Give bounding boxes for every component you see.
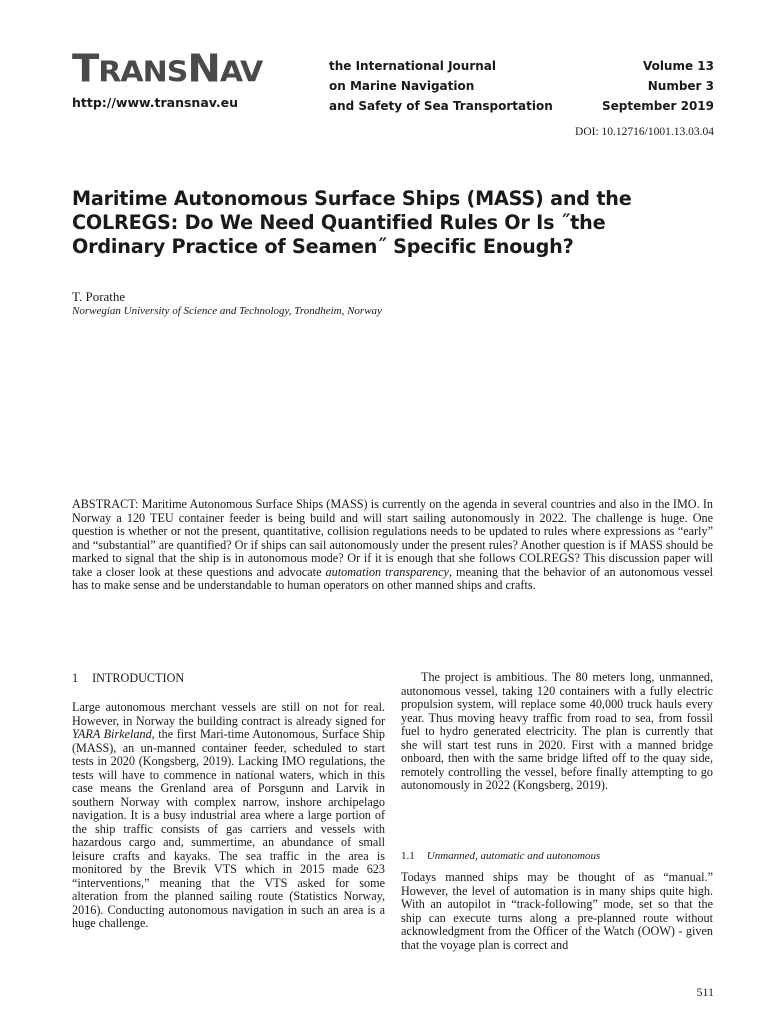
journal-name [329, 56, 553, 116]
right-column [401, 671, 713, 793]
page-number: 511 [696, 985, 714, 999]
volume: Volume 13 [642, 59, 714, 73]
author: T. Porathe [72, 289, 126, 304]
section-title: INTRODUCTION [92, 671, 185, 685]
affiliation: Norwegian University of Science and Technology, Trondheim, Norway [72, 305, 382, 317]
subsection-number: 1.1 [401, 850, 415, 862]
intro-paragraph-2: The project is ambitious. The 80 meters long, unmanned, autonomous vessel, taking 120 containers with a fully electric propulsion system, will replace some 40,000 truck hauls every year. Thus moving heavy traffic from road to sea, from fossil fuel to hydro generated electricity. The plan is currently that she will start test runs in 2020. First with a manned bridge onboard, then with the same bridge lifted off to the quay side, remotely controlling the vessel, before finally attempting to go autonomously in 2022 (Kongsberg, 2019). [401, 670, 713, 792]
section-heading [72, 671, 184, 686]
abstract [72, 498, 713, 593]
issue-date: September 2019 [602, 99, 714, 113]
abstract-text-1: ABSTRACT: Maritime Autonomous Surface Ships (MASS) is currently on the agenda in several countries and also in the IMO. In Norway a 120 TEU container feeder is being build and will start sailing autonomously in 2022. The challenge is huge. One question is whether or not the present, quantitative, collision regulations needs to be updated to rules where expressions as “early” and “substantial” are quantified? Or if ships can sail autonomously under the present rules? Another question is if MASS should be marked to signal that the ship is in autonomous mode? Or if it is enough that she follows COLREGS? This discussion paper will take a closer look at these questions and advocate [72, 497, 713, 579]
ship-name: YARA Birkeland [72, 727, 152, 741]
transnav-logo: TRANSNAV [72, 47, 263, 91]
abstract-emphasis: automation transparency [325, 564, 449, 579]
subsection-paragraph-1: Todays manned ships may be thought of as “manual.” However, the level of automation is in many ships quite high. With an autopilot in “track-following” mode, set so that the ship can execute turns along a pre-planned route without acknowledgment from the Officer of the Watch (OOW) - given that the voyage plan is correct and [401, 870, 713, 952]
issue-number: Number 3 [647, 79, 714, 93]
issue-info [602, 56, 714, 116]
right-column-continued [401, 871, 713, 952]
journal-line-2: on Marine Navigation [329, 79, 475, 93]
subsection-heading [401, 850, 600, 862]
doi[interactable]: DOI: 10.12716/1001.13.03.04 [575, 126, 714, 138]
article-title: Maritime Autonomous Surface Ships (MASS) and the COLREGS: Do We Need Quantified Rules Or Is ˝the Ordinary Practice of Seamen˝ Specific Enough? [72, 187, 632, 258]
site-url[interactable]: http://www.transnav.eu [72, 95, 239, 110]
journal-line-3: and Safety of Sea Transportation [329, 99, 553, 113]
left-column [72, 701, 385, 931]
journal-line-1: the International Journal [329, 59, 496, 73]
section-number: 1 [72, 671, 79, 685]
intro-paragraph-1: Large autonomous merchant vessels are still on not for real. However, in Norway the building contract is already signed for YARA Birkeland, the first Mari-time Autonomous, Surface Ship (MASS), an un-manned container feeder, scheduled to start tests in 2020 (Kongsberg, 2019). Lacking IMO regulations, the tests will have to commence in national waters, which in this case means the Grenland area of Porsgunn and Larvik in southern Norway with complex narrow, inshore archipelago navigation. It is a busy industrial area where a large portion of the ship traffic consists of gas carriers and vessels with hazardous cargo and, summertime, an abundance of small leisure crafts and kayaks. The sea traffic in the area is monitored by the Brevik VTS which in 2015 made 623 “interventions,” meaning that the VTS asked for some alteration from the planned sailing route (Statistics Norway, 2016). Conducting autonomous navigation in such an area is a huge challenge. [72, 700, 385, 930]
abstract-text-2: , meaning that the behavior of an autonomous vessel has to make sense and be understandable to human operators on other manned ships and crafts. [72, 564, 713, 592]
subsection-title: Unmanned, automatic and autonomous [426, 850, 601, 862]
